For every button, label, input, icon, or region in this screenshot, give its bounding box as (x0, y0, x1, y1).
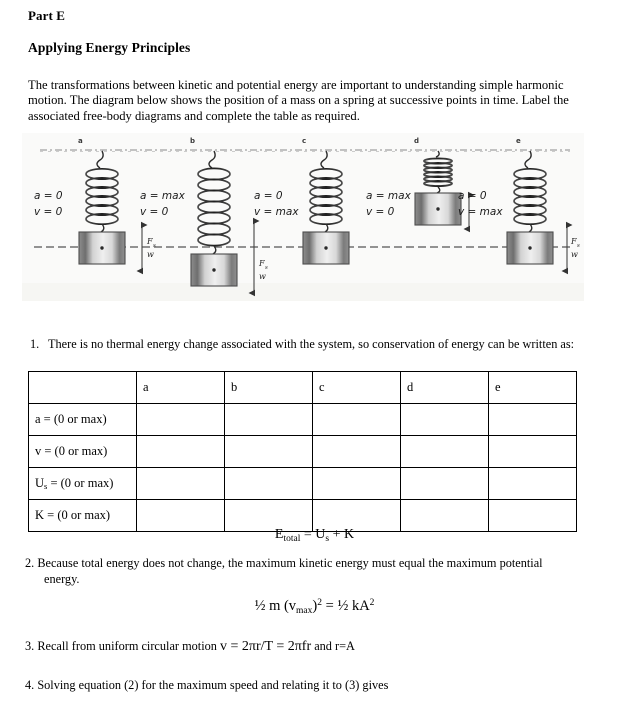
item-2-continuation: energy. (44, 571, 80, 586)
position-letter-e: e (516, 137, 521, 145)
eq-total-lhs: E (274, 527, 284, 542)
velocity-label-b: v = 0 (140, 206, 169, 218)
accel-label-a: a = 0 (34, 190, 63, 202)
cell-d-potential[interactable] (401, 468, 489, 500)
cell-b-acceleration[interactable] (225, 404, 313, 436)
cell-b-potential[interactable] (225, 468, 313, 500)
item-1-text: There is no thermal energy change associated with the system, so conservation of energy can be written as: (48, 337, 575, 351)
table-header-d: d (401, 372, 489, 404)
weight-label-e: w (571, 250, 578, 259)
table-row (29, 404, 577, 436)
item-3 (25, 639, 595, 655)
accel-label-d: a = max (366, 190, 411, 202)
velocity-label-e: v = max (458, 206, 503, 218)
weight-label-b: w (259, 272, 266, 281)
position-letter-b: b (190, 137, 196, 145)
cell-a-acceleration[interactable] (137, 404, 225, 436)
table-header-row (29, 372, 577, 404)
row-label-u-base: U (35, 476, 45, 490)
cell-c-velocity[interactable] (313, 436, 401, 468)
force-spring-sub-b: s (265, 265, 268, 271)
position-letter-a: a (78, 137, 83, 145)
weight-label-a: w (147, 250, 154, 259)
item-4 (25, 678, 595, 694)
velocity-label-d: v = 0 (366, 206, 395, 218)
position-letter-c: c (302, 137, 307, 145)
item-4-text: Solving equation (2) for the maximum speed and relating it to (3) gives (37, 678, 389, 692)
force-spring-sub-e: s (577, 243, 580, 249)
item-3-text-after: and r=A (311, 639, 355, 653)
equation-total-energy (0, 527, 629, 543)
item-2-number: 2. (25, 556, 35, 570)
item-1 (30, 337, 610, 352)
velocity-label-a: v = 0 (34, 206, 63, 218)
eq-energy-paren: ) (312, 598, 318, 614)
cell-a-velocity[interactable] (137, 436, 225, 468)
equation-max-energy (0, 598, 629, 615)
table-header-a: a (137, 372, 225, 404)
row-label-velocity: v = (0 or max) (29, 436, 137, 468)
cell-e-potential[interactable] (489, 468, 577, 500)
table-header-b: b (225, 372, 313, 404)
table-header-c: c (313, 372, 401, 404)
item-2 (25, 556, 595, 587)
item-2-text: Because total energy does not change, the maximum kinetic energy must equal the maximum potential (37, 556, 543, 570)
force-spring-label-e: F (571, 237, 577, 246)
eq-total-rhs: = U (300, 527, 326, 542)
row-label-u-sub: s (44, 481, 48, 491)
force-spring-label-b: F (259, 259, 265, 268)
item-3-formula: v = 2πr/T = 2πfr (220, 639, 312, 654)
eq-total-tail: + K (329, 527, 355, 542)
row-label-spring-potential (29, 468, 137, 500)
item-4-number: 4. (25, 678, 35, 692)
item-3-number: 3. (25, 639, 35, 653)
section-subtitle: Applying Energy Principles (28, 40, 191, 55)
cell-d-velocity[interactable] (401, 436, 489, 468)
diagram-svg (22, 133, 584, 301)
eq-energy-ka: kA (348, 598, 370, 614)
eq-energy-vmax-sub: max (296, 605, 313, 616)
velocity-label-c: v = max (254, 206, 299, 218)
table-row (29, 468, 577, 500)
page-title: Part E (28, 8, 66, 23)
intro-paragraph: The transformations between kinetic and potential energy are important to understanding simple harmonic motion. The diagram below shows the position of a mass on a spring at successive points in time. Label the associated free-body diagrams and complete the table as required. (28, 78, 569, 123)
cell-c-potential[interactable] (313, 468, 401, 500)
table-row (29, 436, 577, 468)
table-header-e: e (489, 372, 577, 404)
spring-mass-diagram (22, 133, 584, 301)
cell-c-acceleration[interactable] (313, 404, 401, 436)
cell-a-potential[interactable] (137, 468, 225, 500)
accel-label-b: a = max (140, 190, 185, 202)
energy-table (28, 371, 577, 532)
item-1-number: 1. (30, 337, 40, 351)
eq-energy-exp2: 2 (369, 598, 375, 608)
cell-d-acceleration[interactable] (401, 404, 489, 436)
row-label-kinetic: K = (0 or max) (29, 500, 137, 532)
cell-e-velocity[interactable] (489, 436, 577, 468)
eq-energy-exp1: 2 (317, 598, 322, 608)
accel-label-e: a = 0 (458, 190, 487, 202)
eq-energy-equals: = (322, 598, 338, 614)
force-spring-label-a: F (147, 237, 153, 246)
table-header-blank (29, 372, 137, 404)
eq-energy-half2: ½ (337, 598, 349, 614)
cell-b-velocity[interactable] (225, 436, 313, 468)
eq-total-lhs-sub: total (283, 533, 301, 544)
eq-energy-half1: ½ (254, 598, 266, 614)
eq-total-rhs-sub: s (325, 533, 330, 544)
force-spring-sub-a: s (153, 243, 156, 249)
item-3-text-before: Recall from uniform circular motion (37, 639, 221, 653)
cell-e-acceleration[interactable] (489, 404, 577, 436)
position-letter-d: d (414, 137, 420, 145)
row-label-acceleration: a = (0 or max) (29, 404, 137, 436)
row-label-u-post: = (0 or max) (47, 476, 114, 490)
accel-label-c: a = 0 (254, 190, 283, 202)
eq-energy-mass: m (v (265, 598, 297, 614)
